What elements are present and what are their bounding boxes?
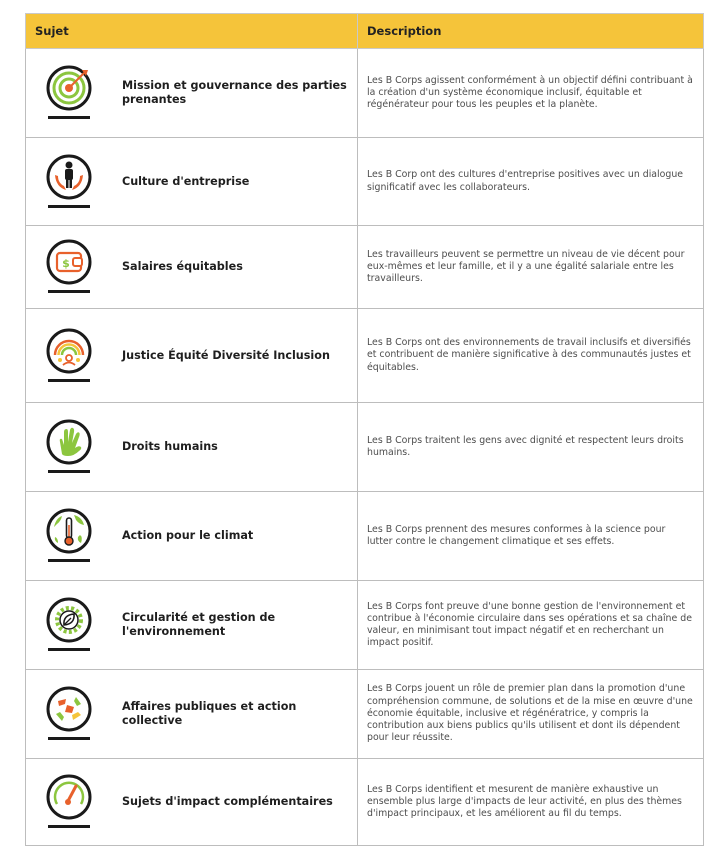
topics-table-container — [25, 13, 703, 846]
row-description: Les travailleurs peuvent se permettre un niveau de vie décent pour eux-mêmes et leur famille, et il y a une égalité salariale entre les travailleurs. — [367, 248, 685, 285]
gauge-icon — [46, 773, 92, 831]
leaf-gear-icon — [46, 596, 92, 654]
table-header-row — [26, 14, 704, 49]
row-topic: Sujets d'impact complémentaires — [122, 795, 333, 808]
table-row — [26, 138, 704, 226]
row-description: Les B Corp ont des cultures d'entreprise positives avec un dialogue significatif avec les collaborateurs. — [367, 169, 684, 193]
table-row — [26, 581, 704, 670]
table-row — [26, 492, 704, 581]
row-description: Les B Corps jouent un rôle de premier plan dans la promotion d'une compréhension commune, de solutions et de la mise en œuvre d'une économie équitable, inclusive et régénératrice, y compris la contribution aux biens publics qu'ils utilisent et dont ils dépendent pour leur réussite. — [367, 683, 693, 744]
row-topic: Droits humains — [122, 440, 218, 453]
row-description: Les B Corps agissent conformément à un objectif défini contribuant à la création d'un système économique inclusif, équitable et régénérateur pour tous les peuples et la planète. — [367, 74, 693, 111]
table-row — [26, 403, 704, 492]
row-description: Les B Corps prennent des mesures conformes à la science pour lutter contre le changement climatique et ses effets. — [367, 523, 666, 547]
hand-icon — [46, 418, 92, 476]
row-topic: Culture d'entreprise — [122, 174, 250, 188]
table-row — [26, 670, 704, 759]
collaboration-hands-icon — [46, 685, 92, 743]
target-icon — [46, 64, 92, 122]
row-description: Les B Corps ont des environnements de travail inclusifs et diversifiés et contribuent de manière significative à des communautés justes et équitables. — [367, 337, 691, 373]
row-description: Les B Corps font preuve d'une bonne gestion de l'environnement et contribue à l'économie circulaire dans ses opérations et sa chaîne de valeur, en minimisant tout impact négatif et en recherchant un impact positif. — [367, 600, 692, 649]
row-description: Les B Corps identifient et mesurent de manière exhaustive un ensemble plus large d'impacts de leur activité, en plus des thèmes d'impact principaux, et les améliorent au fil du temps. — [367, 783, 682, 820]
header-subject: Sujet — [26, 14, 358, 49]
table-row — [26, 49, 704, 138]
header-description: Description — [358, 14, 704, 49]
person-hands-icon — [46, 153, 92, 211]
table-row — [26, 309, 704, 403]
row-topic: Action pour le climat — [122, 529, 254, 542]
table-row — [26, 759, 704, 846]
topics-table — [25, 13, 704, 846]
table-row — [26, 226, 704, 309]
row-description: Les B Corps traitent les gens avec dignité et respectent leurs droits humains. — [367, 434, 684, 458]
row-topic: Mission et gouvernance des parties prenantes — [122, 79, 347, 106]
svg-text:$: $ — [62, 257, 70, 270]
row-topic: Affaires publiques et action collective — [122, 700, 297, 727]
rainbow-people-icon — [46, 327, 92, 385]
row-topic: Salaires équitables — [122, 260, 243, 273]
row-topic: Justice Équité Diversité Inclusion — [122, 348, 330, 362]
thermometer-globe-icon — [46, 507, 92, 565]
row-topic: Circularité et gestion de l'environnement — [122, 611, 276, 638]
wallet-dollar-icon — [46, 238, 92, 296]
